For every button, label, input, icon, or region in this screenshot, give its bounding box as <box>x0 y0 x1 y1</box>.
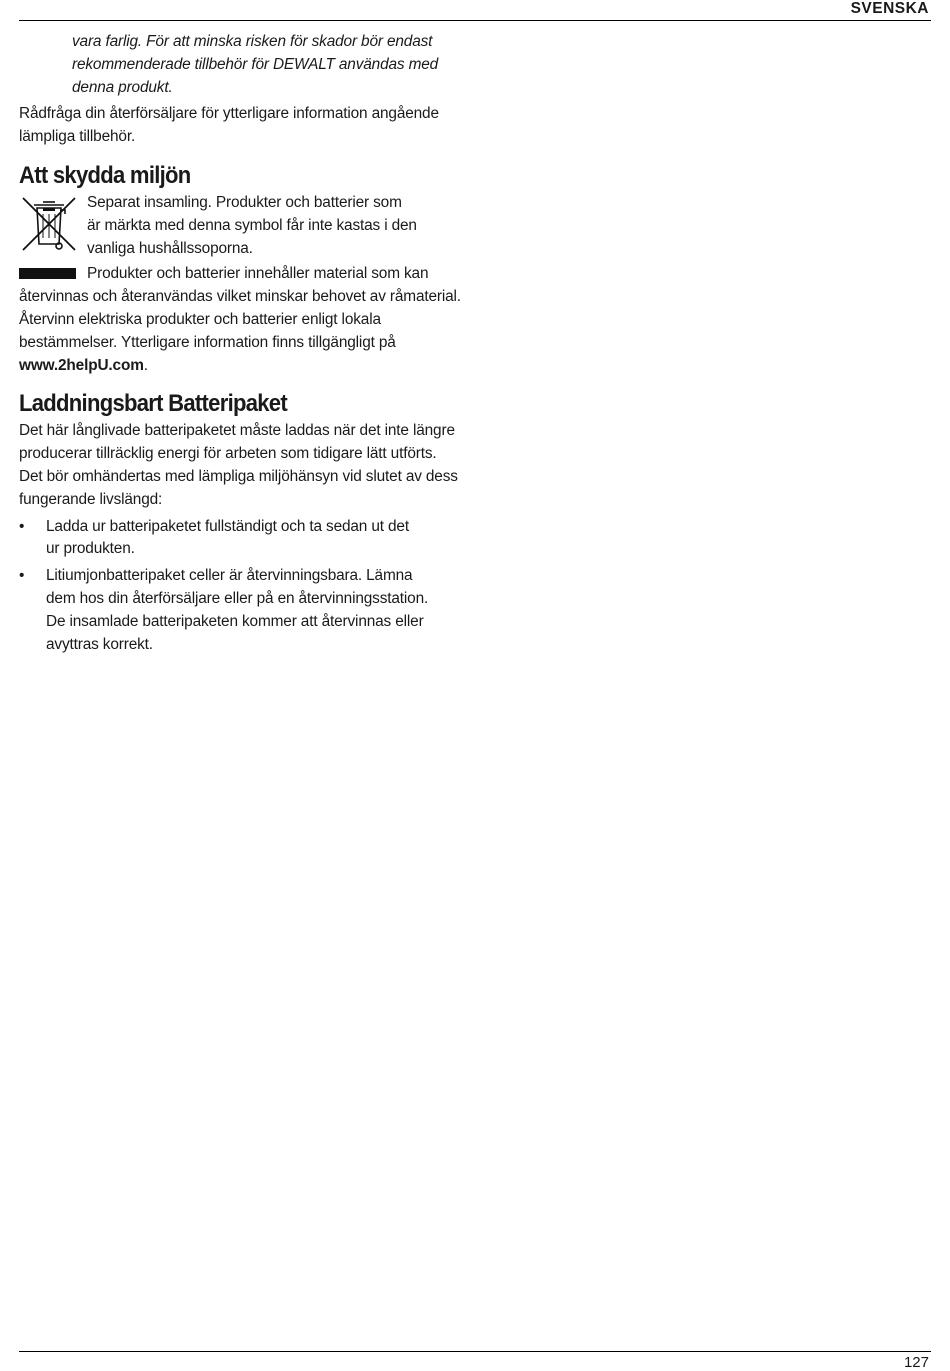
recycle-text: Produkter och batterier innehåller material som kan återvinnas och återanvändas vilket minskar behovet av råmaterial. Återvinn elektriska produkter och batterier enligt lokala bestämmelser. Ytterligare information finns tillgängligt på <box>19 265 461 351</box>
header-rule <box>19 20 931 21</box>
battery-heading: Laddningsbart Batteripaket <box>19 390 287 418</box>
warning-continuation: vara farlig. För att minska risken för skador bör endast rekommenderade tillbehör för DEWALT användas med denna produkt. <box>72 33 439 96</box>
environment-heading: Att skydda miljön <box>19 161 191 189</box>
list-item <box>19 516 464 562</box>
footer-rule <box>19 1351 931 1352</box>
list-item-text: Ladda ur batteripaketet fullständigt och ta sedan ut det ur produkten. <box>46 517 409 558</box>
crossed-out-wheelie-bin-icon <box>19 194 79 254</box>
bullet-marker: • <box>19 567 25 585</box>
url-suffix: . <box>143 356 148 374</box>
recycle-paragraph <box>19 263 464 377</box>
list-item <box>19 565 464 656</box>
black-bar-marker <box>19 268 76 279</box>
weee-block <box>19 192 464 260</box>
language-label: SVENSKA <box>850 0 929 17</box>
separate-collection-text: Separat insamling. Produkter och batterier som är märkta med denna symbol får inte kastas i den vanliga hushållssoporna. <box>87 193 417 257</box>
battery-bullet-list <box>19 516 464 657</box>
accessories-info: Rådfråga din återförsäljare för ytterligare information angående lämpliga tillbehör. <box>19 105 439 146</box>
help-url-link[interactable]: www.2helpU.com <box>19 356 144 374</box>
page-number: 127 <box>903 1354 929 1371</box>
battery-intro: Det här långlivade batteripaketet måste laddas när det inte längre producerar tillräcklig energi för arbeten som tidigare lätt utförts. Det bör omhändertas med lämpliga miljöhänsyn vid slutet av dess fungerande livslängd: <box>19 422 458 508</box>
bullet-marker: • <box>19 517 25 535</box>
main-column <box>19 31 464 660</box>
list-item-text: Litiumjonbatteripaket celler är återvinningsbara. Lämna dem hos din återförsäljare eller på en återvinningsstation. De insamlade batteripaketen kommer att återvinnas eller avyttras korrekt. <box>46 567 429 653</box>
